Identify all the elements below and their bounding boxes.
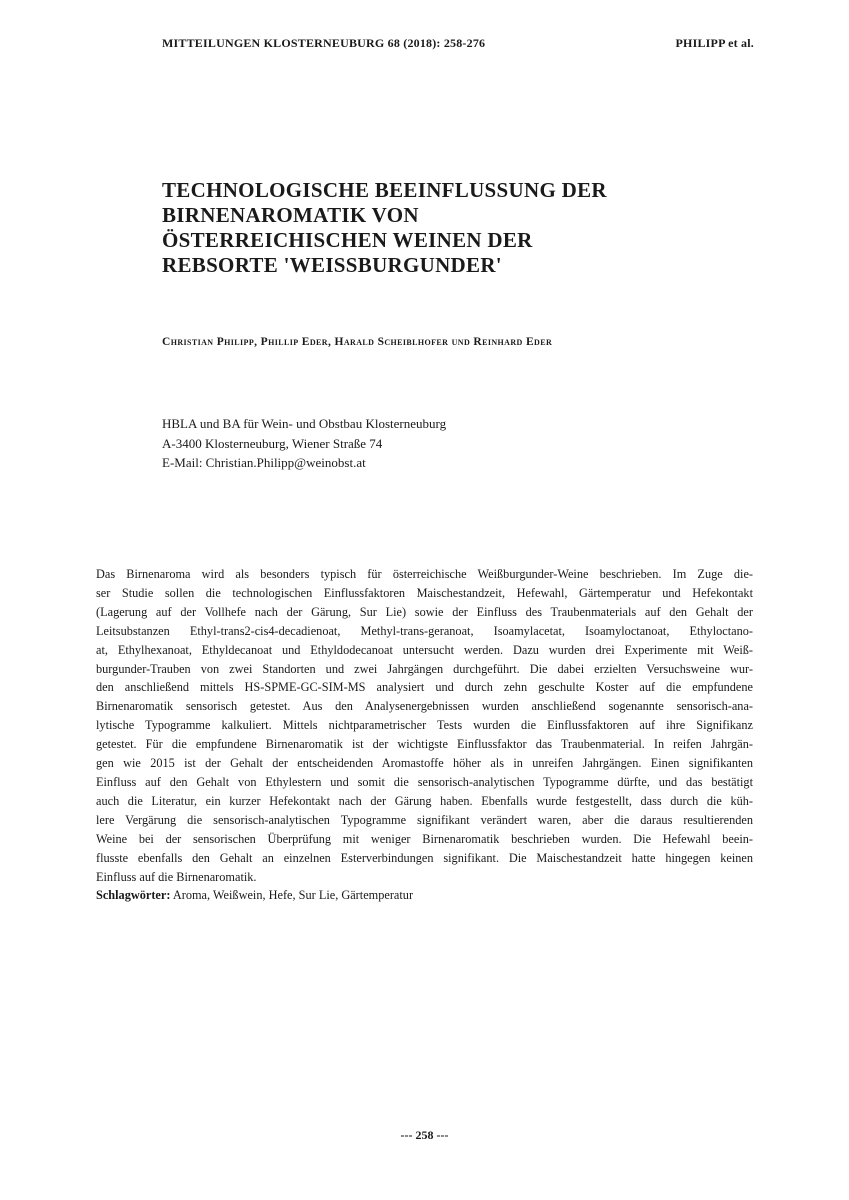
page-number: --- 258 --- — [400, 1128, 449, 1142]
abstract-line: flusste ebenfalls den Gehalt an einzelnen Esterverbindungen signifikant. Die Maischestandzeit hatte hingegen keinen — [96, 850, 753, 865]
journal-citation: MITTEILUNGEN KLOSTERNEUBURG 68 (2018): 258-276 — [162, 36, 486, 50]
abstract — [96, 565, 753, 905]
keywords-label: Schlagwörter: — [96, 888, 171, 903]
abstract-line: burgunder-Trauben von zwei Standorten und zwei Jahrgängen durchgeführt. Die dabei erzielten Versuchsweine wur- — [96, 661, 753, 676]
abstract-line: Einfluss auf die Birnenaromatik. — [96, 869, 257, 884]
abstract-line: Birnenaromatik sensorisch getestet. Aus den Analysenergebnissen wurden anschließend sogenannte sensorisch-ana- — [96, 699, 753, 714]
abstract-line: lytische Typogramme kalkuliert. Mittels nichtparametrischer Tests wurden die Einflussfaktoren auf ihre Signifikanz — [96, 718, 753, 733]
abstract-line: at, Ethylhexanoat, Ethyldecanoat und Ethyldodecanoat untersucht werden. Dazu wurden drei Experimente mit Weiß- — [96, 642, 753, 657]
title-line: TECHNOLOGISCHE BEEINFLUSSUNG DER — [162, 178, 607, 202]
abstract-line: (Lagerung auf der Vollhefe nach der Gärung, Sur Lie) sowie der Einfluss des Traubenmaterials auf den Gehalt der — [96, 604, 753, 619]
title-line: REBSORTE 'WEISSBURGUNDER' — [162, 253, 502, 277]
abstract-line: Das Birnenaroma wird als besonders typisch für österreichische Weißburgunder-Weine beschrieben. Im Zuge die- — [96, 567, 753, 581]
abstract-line: Weine bei der sensorischen Überprüfung mit weniger Birnenaromatik beschrieben wurden. Die Hefewahl beein- — [96, 831, 753, 846]
abstract-line: Leitsubstanzen Ethyl-trans2-cis4-decadienoat, Methyl-trans-geranoat, Isoamylacetat, Isoamyloctanoat, Ethyloctano- — [96, 623, 753, 638]
abstract-line: auch die Literatur, ein kurzer Hefekontakt nach der Gärung haben. Ebenfalls wurde festgestellt, dass durch die küh- — [96, 793, 753, 808]
abstract-line: ser Studie sollen die technologischen Einflussfaktoren Maischestandzeit, Hefewahl, Gärtemperatur und Hefekontakt — [96, 585, 753, 600]
abstract-line: Einfluss auf den Gehalt von Ethylestern und somit die sensorisch-analytischen Typogramme dürfte, und das bestätigt — [96, 774, 753, 789]
abstract-line: den anschließend mittels HS-SPME-GC-SIM-MS analysiert und durch zehn geschulte Koster auf die empfundene — [96, 680, 753, 695]
author-list: Christian Philipp, Phillip Eder, Harald Scheiblhofer und Reinhard Eder — [162, 336, 553, 348]
abstract-line: getestet. Für die empfundene Birnenaromatik ist der wichtigste Einflussfaktor das Traubenmaterial. In reifen Jahrgän- — [96, 737, 753, 752]
title-line: BIRNENAROMATIK VON — [162, 203, 419, 227]
affiliation-institution: HBLA und BA für Wein- und Obstbau Klosterneuburg — [162, 416, 447, 431]
affiliation-block — [162, 414, 662, 473]
article-title — [162, 178, 722, 278]
affiliation-address: A-3400 Klosterneuburg, Wiener Straße 74 — [162, 435, 383, 451]
abstract-line: gen wie 2015 ist der Gehalt der entscheidenden Aromastoffe höher als in unreifen Jahrgängen. Einen signifikanten — [96, 756, 753, 771]
running-author: PHILIPP et al. — [675, 36, 754, 50]
abstract-line: lere Vergärung die sensorisch-analytischen Typogramme signifikant verändert waren, aber die daraus resultierenden — [96, 812, 753, 827]
title-line: ÖSTERREICHISCHEN WEINEN DER — [162, 228, 533, 252]
affiliation-email: E-Mail: Christian.Philipp@weinobst.at — [162, 455, 366, 470]
keywords-text: Aroma, Weißwein, Hefe, Sur Lie, Gärtemperatur — [170, 888, 414, 903]
keywords — [96, 886, 753, 905]
